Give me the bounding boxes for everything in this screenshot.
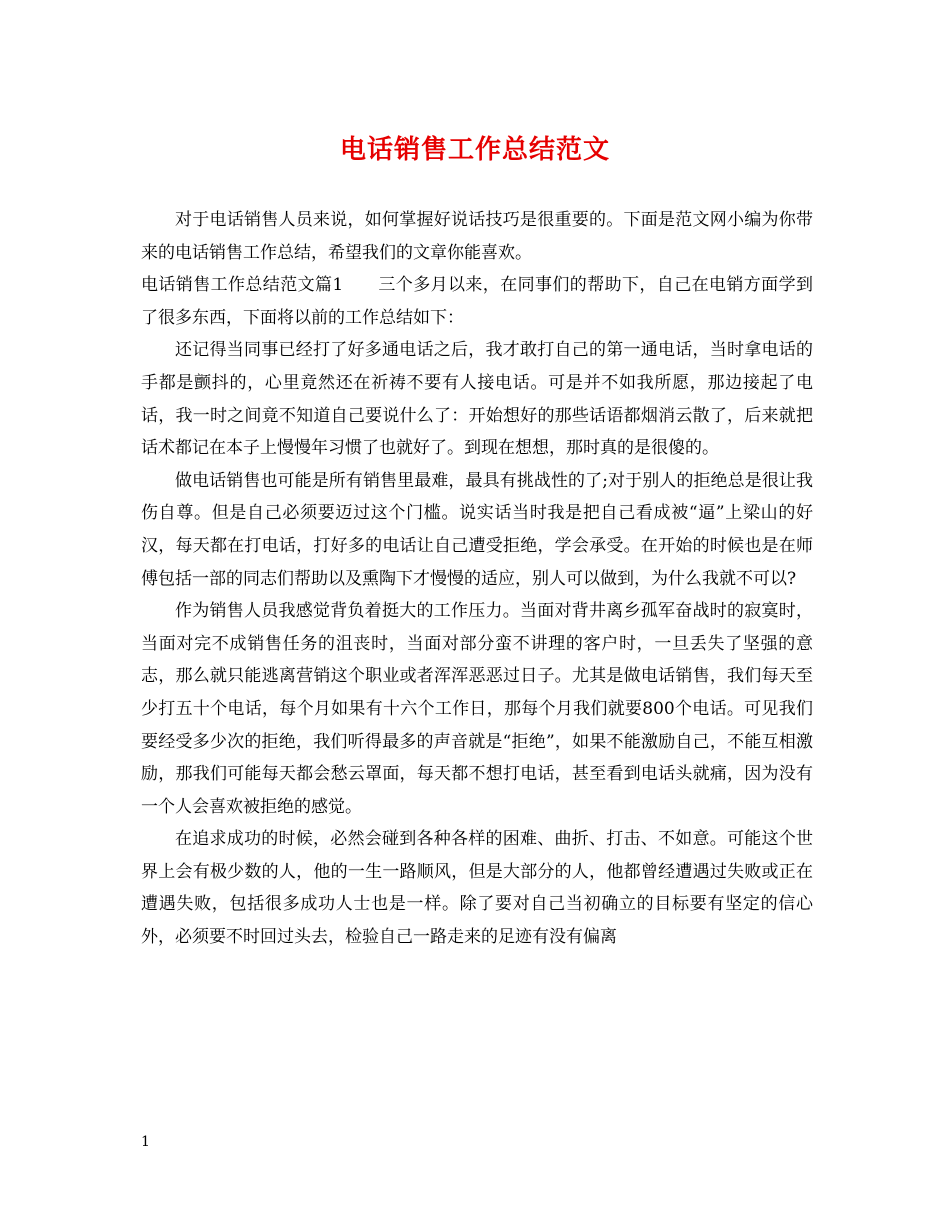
paragraph-intro: 对于电话销售人员来说，如何掌握好说话技巧是很重要的。下面是范文网小编为你带来的电话销售工作总结，希望我们的文章你能喜欢。 (141, 210, 813, 263)
page-number: 1 (141, 1134, 150, 1150)
paragraph-pressure: 作为销售人员我感觉背负着挺大的工作压力。当面对背井离乡孤军奋战时的寂寞时，当面对完不成销售任务的沮丧时，当面对部分蛮不讲理的客户时，一旦丢失了坚强的意志，那么就只能逃离营销这个职业或者浑浑恶恶过日子。尤其是做电话销售，我们每天至少打五十个电话，每个月如果有十六个工作日，那每个月我们就要800个电话。可见我们要经受多少次的拒绝，我们听得最多的声音就是“拒绝”，如果不能激励自己，不能互相激励，那我们可能每天都会愁云罩面，每天都不想打电话，甚至看到电话头就痛，因为没有一个人会喜欢被拒绝的感觉。 (141, 601, 813, 817)
document-title: 电话销售工作总结范文 (339, 135, 610, 165)
paragraph-first-call: 还记得当同事已经打了好多通电话之后，我才敢打自己的第一通电话，当时拿电话的手都是颤抖的，心里竟然还在祈祷不要有人接电话。可是并不如我所愿，那边接起了电话，我一时之间竟不知道自己要说什么了：开始想好的那些话语都烟消云散了，后来就把话术都记在本子上慢慢年习惯了也就好了。到现在想想，那时真的是很傻的。 (141, 340, 813, 459)
document-body (141, 204, 813, 954)
paragraph-rejection: 做电话销售也可能是所有销售里最难，最具有挑战性的了;对于别人的拒绝总是很让我伤自尊。但是自己必须要迈过这个门槛。说实话当时我是把自己看成被“逼”上梁山的好汉，每天都在打电话，打好多的电话让自己遭受拒绝，学会承受。在开始的时候也是在师傅包括一部的同志们帮助以及熏陶下才慢慢的适应，别人可以做到，为什么我就不可以? (141, 470, 813, 589)
paragraph-section-heading: 电话销售工作总结范文篇1 三个多月以来，在同事们的帮助下，自己在电销方面学到了很多东西，下面将以前的工作总结如下： (141, 275, 813, 328)
paragraph-success: 在追求成功的时候，必然会碰到各种各样的困难、曲折、打击、不如意。可能这个世界上会有极少数的人，他的一生一路顺风，但是大部分的人，他都曾经遭遇过失败或正在遭遇失败，包括很多成功人士也是一样。除了要对自己当初确立的目标要有坚定的信心外，必须要不时回过头去，检验自己一路走来的足迹有没有偏离 (141, 829, 813, 948)
